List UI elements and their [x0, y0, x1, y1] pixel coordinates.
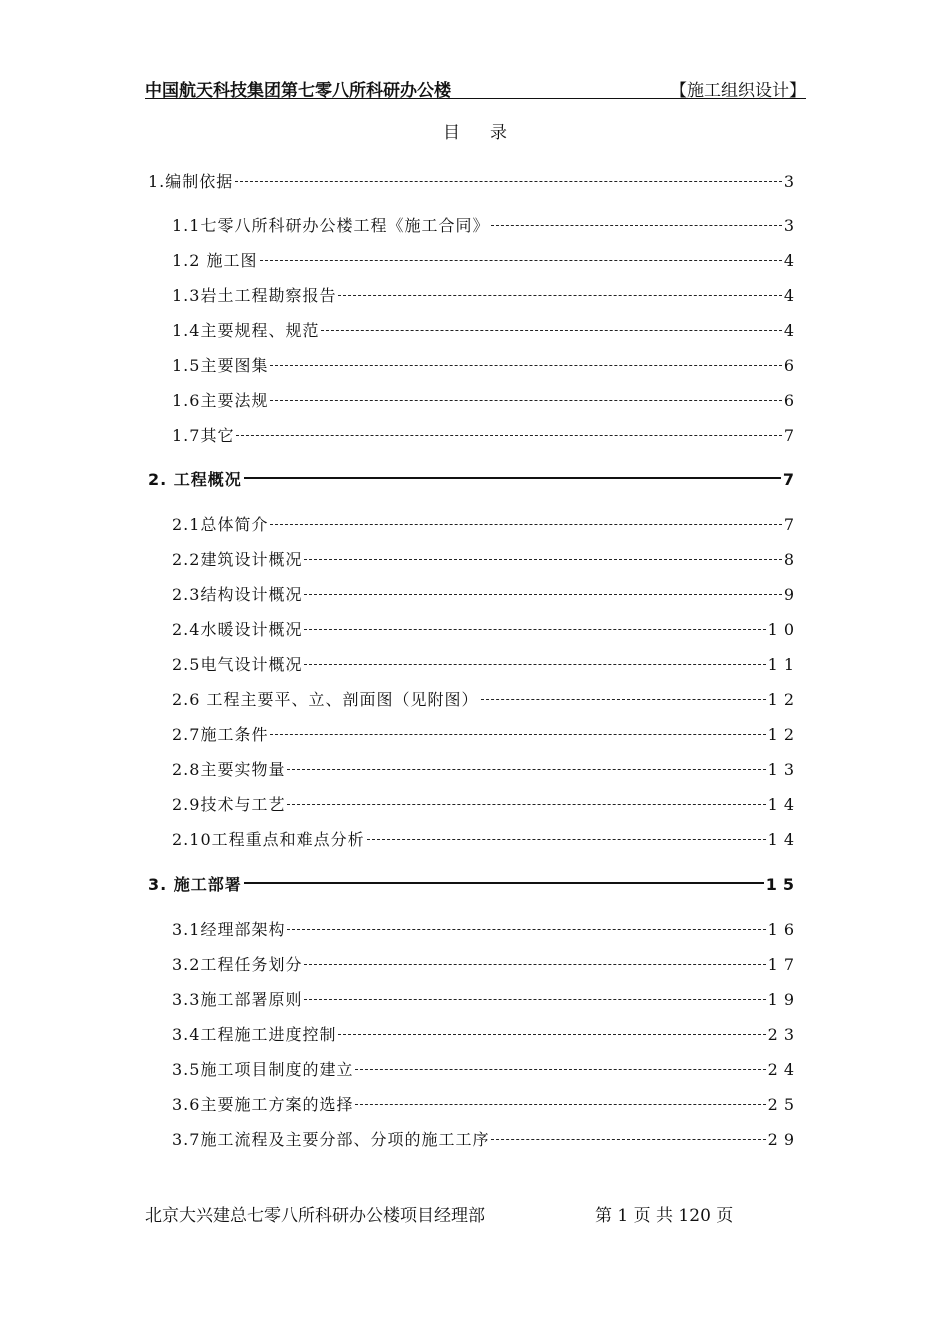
toc-entry[interactable]: [172, 248, 800, 270]
toc-entry-page: 7: [783, 426, 800, 445]
toc-entry[interactable]: [172, 652, 800, 674]
toc-entry-page: 7: [782, 470, 800, 489]
toc-entry[interactable]: [172, 512, 800, 534]
toc-entry[interactable]: [172, 318, 800, 340]
toc-entry-label: 2.9技术与工艺: [172, 795, 286, 814]
toc-entry-label: 3.7施工流程及主要分部、分项的施工工序: [172, 1130, 490, 1149]
toc-entry-page: 29: [767, 1130, 800, 1149]
toc-entry[interactable]: [172, 283, 800, 305]
toc-entry-page: 6: [783, 356, 800, 375]
toc-entry-label: 3.1经理部架构: [172, 920, 286, 939]
toc-entry-label: 1.3岩土工程勘察报告: [172, 286, 337, 305]
toc-entry-label: 3.5施工项目制度的建立: [172, 1060, 354, 1079]
toc-dot-leader: [321, 329, 781, 331]
toc-dot-leader: [481, 698, 766, 700]
toc-dot-leader: [304, 963, 765, 965]
toc-entry-label: 2.2建筑设计概况: [172, 550, 303, 569]
toc-entry-label: 1.5主要图集: [172, 356, 269, 375]
toc-dot-leader: [304, 663, 765, 665]
toc-entry-label: 1.1七零八所科研办公楼工程《施工合同》: [172, 216, 490, 235]
toc-dot-leader: [338, 1033, 765, 1035]
toc-entry[interactable]: [172, 1057, 800, 1079]
toc-dot-leader: [367, 838, 766, 840]
toc-entry[interactable]: [172, 353, 800, 375]
toc-entry-page: 8: [783, 550, 800, 569]
toc-entry-label: 2.3结构设计概况: [172, 585, 303, 604]
toc-entry-page: 12: [767, 725, 800, 744]
toc-dot-leader: [491, 1138, 765, 1140]
toc-entry-page: 4: [783, 251, 800, 270]
toc-entry-page: 14: [767, 795, 800, 814]
header-document-type: 【施工组织设计】: [670, 81, 806, 101]
toc-entry[interactable]: [172, 547, 800, 569]
toc-dot-leader: [355, 1068, 765, 1070]
toc-dot-leader: [244, 881, 764, 884]
toc-dot-leader: [270, 733, 765, 735]
toc-entry-page: 24: [767, 1060, 800, 1079]
toc-entry[interactable]: [148, 872, 800, 894]
toc-entry[interactable]: [172, 423, 800, 445]
toc-entry[interactable]: [172, 687, 800, 709]
toc-dot-leader: [287, 768, 765, 770]
toc-entry-label: 3.2工程任务划分: [172, 955, 303, 974]
toc-entry-page: 7: [783, 515, 800, 534]
toc-entry-page: 15: [765, 875, 800, 894]
toc-entry-label: 3.3施工部署原则: [172, 990, 303, 1009]
toc-entry-page: 10: [767, 620, 800, 639]
toc-entry[interactable]: [172, 722, 800, 744]
toc-entry-label: 1.6主要法规: [172, 391, 269, 410]
toc-entry[interactable]: [172, 917, 800, 939]
toc-entry-page: 4: [783, 286, 800, 305]
toc-entry[interactable]: [172, 1127, 800, 1149]
toc-entry-label: 3.4工程施工进度控制: [172, 1025, 337, 1044]
toc-dot-leader: [491, 224, 781, 226]
toc-entry-label: 3.6主要施工方案的选择: [172, 1095, 354, 1114]
toc-dot-leader: [304, 998, 765, 1000]
toc-entry-page: 25: [767, 1095, 800, 1114]
toc-entry-label: 2.1总体简介: [172, 515, 269, 534]
toc-dot-leader: [338, 294, 781, 296]
toc-dot-leader: [270, 523, 781, 525]
toc-entry[interactable]: [172, 987, 800, 1009]
toc-entry-label: 1.4主要规程、规范: [172, 321, 320, 340]
toc-entry[interactable]: [172, 582, 800, 604]
toc-entry[interactable]: [172, 757, 800, 779]
toc-entry-page: 11: [767, 655, 800, 674]
toc-entry[interactable]: [172, 1022, 800, 1044]
toc-entry[interactable]: [172, 792, 800, 814]
header-project-title: 中国航天科技集团第七零八所科研办公楼: [145, 81, 451, 101]
toc-entry[interactable]: [172, 827, 800, 849]
toc-entry[interactable]: [172, 1092, 800, 1114]
toc-entry-label: 2.10工程重点和难点分析: [172, 830, 365, 849]
toc-entry[interactable]: [148, 467, 800, 489]
toc-dot-leader: [287, 803, 765, 805]
toc-entry-page: 6: [783, 391, 800, 410]
footer-organization: 北京大兴建总七零八所科研办公楼项目经理部: [145, 1206, 485, 1226]
toc-entry[interactable]: [148, 169, 800, 191]
toc-dot-leader: [235, 180, 782, 182]
toc-entry-label: 2.5电气设计概况: [172, 655, 303, 674]
toc-entry-label: 2.8主要实物量: [172, 760, 286, 779]
page-footer: [145, 1201, 734, 1226]
toc-entry[interactable]: [172, 388, 800, 410]
toc-dot-leader: [287, 928, 765, 930]
toc-entry-label: 1.编制依据: [148, 172, 234, 191]
toc-entry-label: 3. 施工部署: [148, 875, 242, 894]
toc-dot-leader: [236, 434, 781, 436]
toc-dot-leader: [270, 399, 781, 401]
toc-entry-page: 16: [767, 920, 800, 939]
toc-entry-label: 2.6 工程主要平、立、剖面图（见附图）: [172, 690, 479, 709]
toc-entry-page: 3: [783, 216, 800, 235]
toc-entry-page: 4: [783, 321, 800, 340]
toc-entry-page: 12: [767, 690, 800, 709]
toc-entry-page: 14: [767, 830, 800, 849]
toc-entry[interactable]: [172, 213, 800, 235]
toc-entry-label: 2. 工程概况: [148, 470, 242, 489]
toc-dot-leader: [244, 476, 781, 479]
toc-entry-page: 19: [767, 990, 800, 1009]
toc-entry-page: 9: [783, 585, 800, 604]
toc-dot-leader: [304, 593, 781, 595]
toc-entry-label: 1.7其它: [172, 426, 235, 445]
toc-entry-label: 2.7施工条件: [172, 725, 269, 744]
toc-entry[interactable]: [172, 952, 800, 974]
toc-entry-page: 17: [767, 955, 800, 974]
toc-title: 目录: [443, 123, 537, 143]
footer-page-number: 第 1 页 共 120 页: [595, 1206, 734, 1226]
toc-entry-page: 13: [767, 760, 800, 779]
toc-dot-leader: [304, 558, 781, 560]
toc-entry-page: 23: [767, 1025, 800, 1044]
toc-dot-leader: [304, 628, 765, 630]
toc-dot-leader: [355, 1103, 765, 1105]
toc-dot-leader: [260, 259, 782, 261]
toc-dot-leader: [270, 364, 781, 366]
toc-entry[interactable]: [172, 617, 800, 639]
toc-entry-label: 2.4水暖设计概况: [172, 620, 303, 639]
toc-entry-label: 1.2 施工图: [172, 251, 258, 270]
toc-entry-page: 3: [783, 172, 800, 191]
